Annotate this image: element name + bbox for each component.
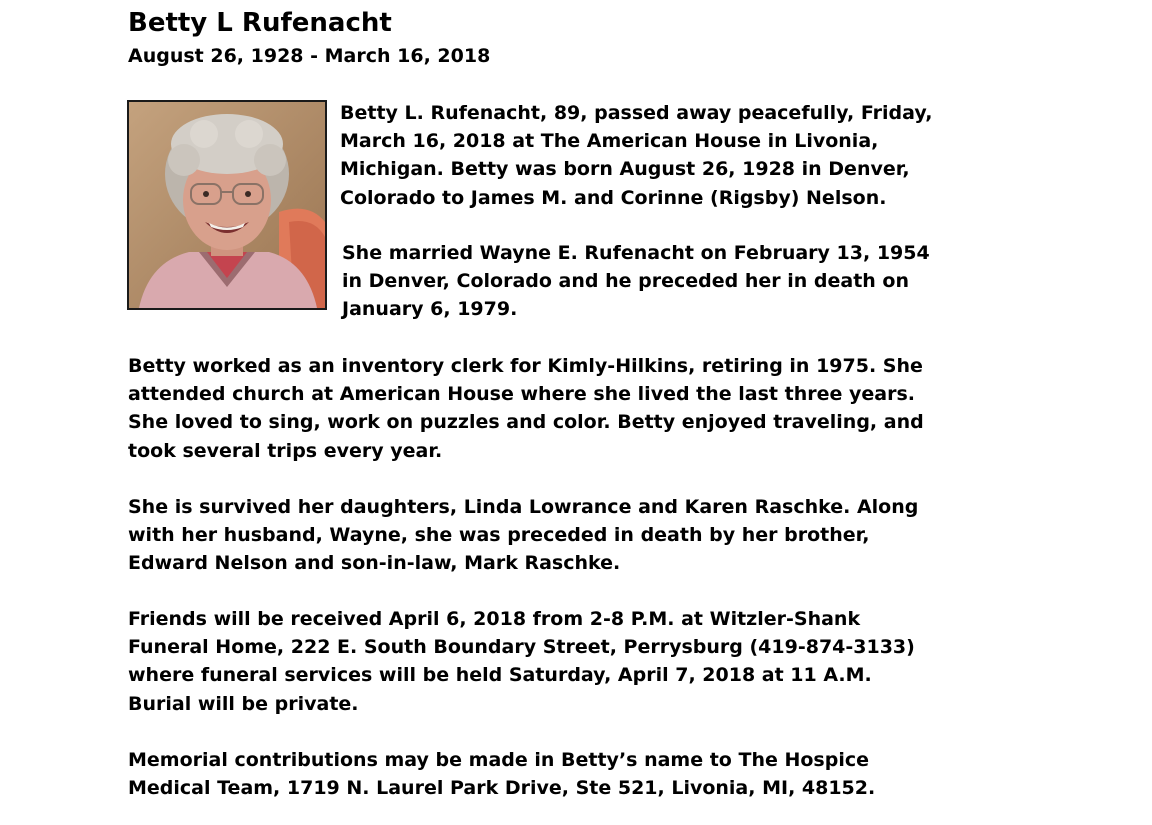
text-line: Michigan. Betty was born August 26, 1928 in Denver, bbox=[340, 158, 910, 181]
paragraph-life bbox=[128, 352, 924, 465]
text-line: Colorado to James M. and Corinne (Rigsby) Nelson. bbox=[340, 186, 887, 209]
paragraph-survivors bbox=[128, 493, 918, 578]
text-line: took several trips every year. bbox=[128, 439, 443, 462]
text-line: March 16, 2018 at The American House in Livonia, bbox=[340, 130, 879, 153]
text-line: Edward Nelson and son-in-law, Mark Raschke. bbox=[128, 552, 621, 575]
text-line: Betty L. Rufenacht, 89, passed away peacefully, Friday, bbox=[340, 102, 933, 124]
text-line: with her husband, Wayne, she was preceded in death by her brother, bbox=[128, 524, 870, 547]
text-line: January 6, 1979. bbox=[342, 298, 518, 321]
paragraph-memorial bbox=[128, 746, 875, 802]
text-line: She loved to sing, work on puzzles and color. Betty enjoyed traveling, and bbox=[128, 411, 924, 434]
text-line: in Denver, Colorado and he preceded her in death on bbox=[342, 270, 910, 293]
text-line: attended church at American House where she lived the last three years. bbox=[128, 383, 915, 406]
portrait-photo bbox=[127, 100, 327, 310]
text-line: Memorial contributions may be made in Betty’s name to The Hospice bbox=[128, 749, 869, 771]
paragraph-services bbox=[128, 605, 915, 718]
text-line: She married Wayne E. Rufenacht on February 13, 1954 bbox=[342, 242, 930, 264]
text-line: She is survived her daughters, Linda Lowrance and Karen Raschke. Along bbox=[128, 496, 919, 518]
text-line: Betty worked as an inventory clerk for Kimly-Hilkins, retiring in 1975. She bbox=[128, 355, 923, 377]
obituary-name-heading: Betty L Rufenacht bbox=[128, 8, 392, 38]
text-line: where funeral services will be held Saturday, April 7, 2018 at 11 A.M. bbox=[128, 664, 872, 687]
paragraph-marriage bbox=[342, 239, 930, 324]
text-line: Burial will be private. bbox=[128, 692, 359, 715]
text-line: Friends will be received April 6, 2018 from 2-8 P.M. at Witzler-Shank bbox=[128, 608, 861, 630]
portrait-photo-icon bbox=[129, 102, 325, 308]
text-line: Medical Team, 1719 N. Laurel Park Drive, Ste 521, Livonia, MI, 48152. bbox=[128, 777, 876, 800]
life-dates: August 26, 1928 - March 16, 2018 bbox=[128, 45, 491, 67]
paragraph-birth-death bbox=[340, 99, 933, 212]
text-line: Funeral Home, 222 E. South Boundary Street, Perrysburg (419-874-3133) bbox=[128, 636, 915, 659]
